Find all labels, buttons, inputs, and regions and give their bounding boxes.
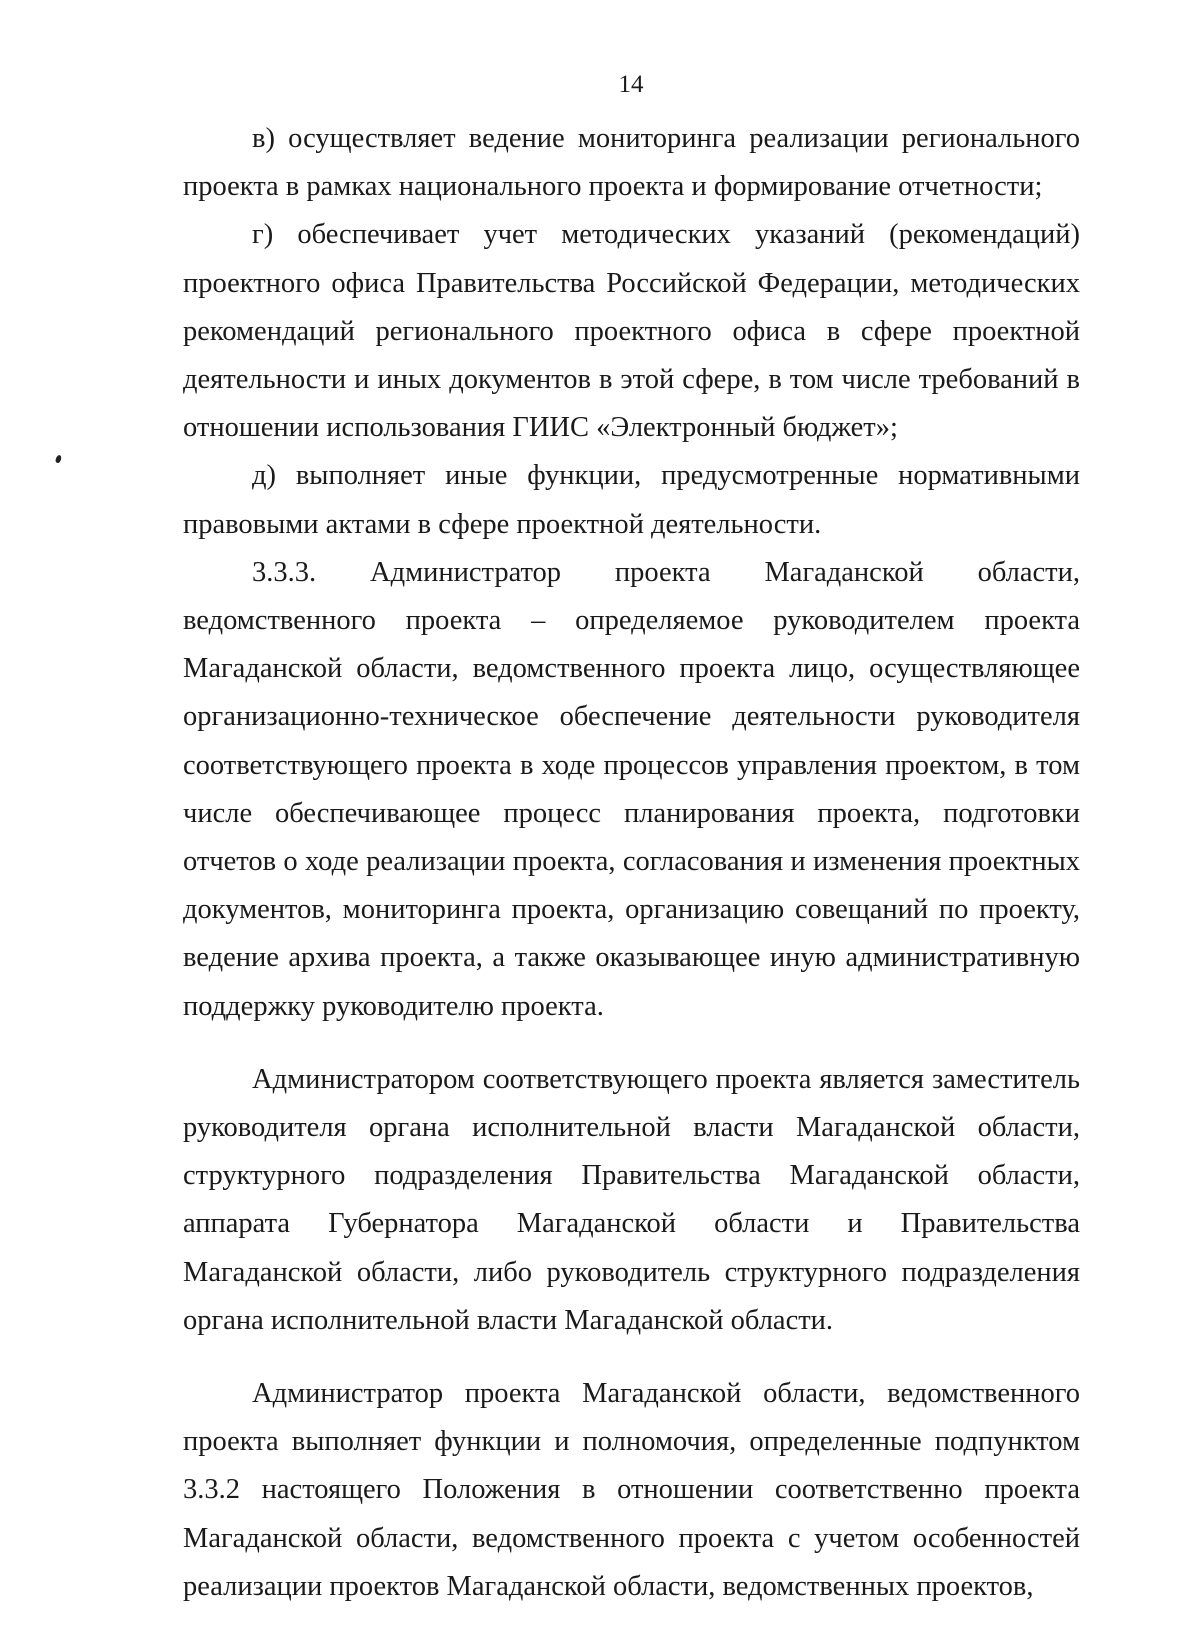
paragraph-administrator-definition: Администратором соответствующего проекта является заместитель руководителя органа исполнительной власти Магаданской области, структурного подразделения Правительства Магаданской области, аппарата Губернатора Магаданской области и Правительства Магаданской области, либо руководитель структурного подразделения органа исполнительной власти Магаданской области.: [183, 1063, 1080, 1336]
paragraph-d: д) выполняет иные функции, предусмотренные нормативными правовыми актами в сфере проектной деятельности.: [183, 460, 1080, 540]
page-number: 14: [618, 71, 644, 98]
scan-artifact-mark: [55, 454, 62, 463]
paragraph-3-3-3: 3.3.3. Администратор проекта Магаданской области, ведомственного проекта – определяемое руководителем проекта Магаданской области, ведомственного проекта лицо, осуществляющее организационно-техническое обеспечение деятельности руководителя соответствующего проекта в ходе процессов управления проектом, в том числе обеспечивающее процесс планирования проекта, подготовки отчетов о ходе реализации проекта, согласования и изменения проектных документов, мониторинга проекта, организацию совещаний по проекту, ведение архива проекта, а также оказывающее иную административную поддержку руководителю проекта.: [183, 556, 1080, 1022]
paragraph-v: в) осуществляет ведение мониторинга реализации регионального проекта в рамках национального проекта и формирование отчетности;: [183, 123, 1080, 203]
paragraph-administrator-functions: Администратор проекта Магаданской области, ведомственного проекта выполняет функции и полномочия, определенные подпунктом 3.3.2 настоящего Положения в отношении соответственно проекта Магаданской области, ведомственного проекта с учетом особенностей реализации проектов Магаданской области, ведомственных проектов,: [183, 1378, 1080, 1602]
paragraph-g: г) обеспечивает учет методических указаний (рекомендаций) проектного офиса Правительства Российской Федерации, методических рекомендаций регионального проектного офиса в сфере проектной деятельности и иных документов в этой сфере, в том числе требований в отношении использования ГИИС «Электронный бюджет»;: [183, 219, 1080, 444]
document-body: [183, 115, 1080, 1611]
